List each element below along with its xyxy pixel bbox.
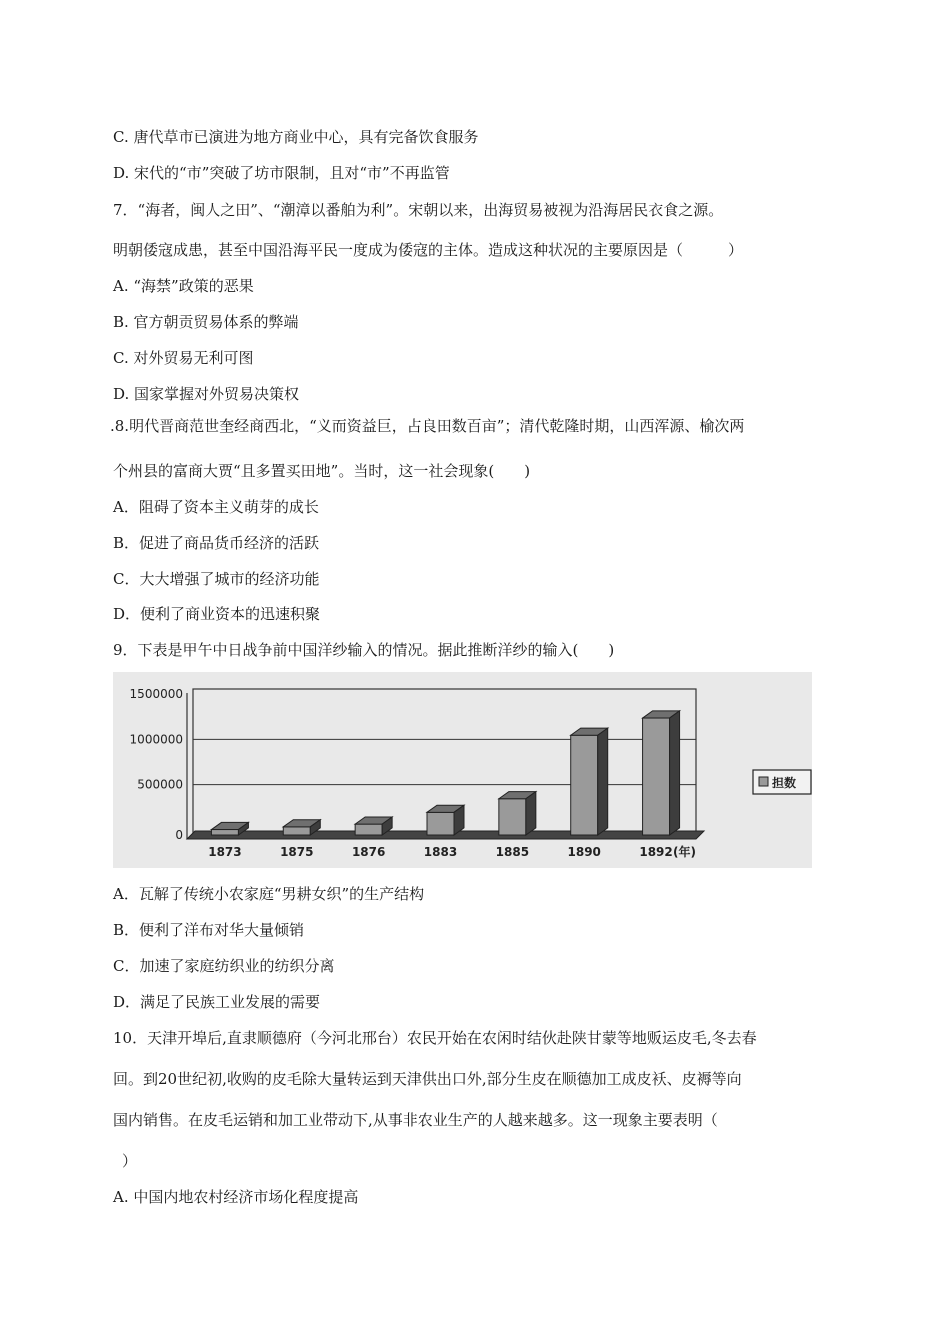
q8-option-c: C．大大增强了城市的经济功能 <box>113 570 320 588</box>
y-tick-label: 0 <box>175 828 183 842</box>
q10-stem-line3: 国内销售。在皮毛运销和加工业带动下,从事非农业生产的人越来越多。这一现象主要表明（ <box>113 1111 718 1129</box>
q7-option-c: C. 对外贸易无利可图 <box>113 349 254 367</box>
q7-option-a: A. “海禁”政策的恶果 <box>113 277 254 295</box>
bar-1892 <box>643 718 670 835</box>
bar-1883 <box>427 812 454 835</box>
q9-option-b: B．便利了洋布对华大量倾销 <box>113 921 305 939</box>
y-tick-label: 1000000 <box>129 732 183 747</box>
q6-option-c: C. 唐代草市已演进为地方商业中心，具有完备饮食服务 <box>113 128 479 146</box>
bar-1890 <box>571 735 598 835</box>
legend-swatch <box>759 777 768 786</box>
bar-1885 <box>499 799 526 835</box>
bar-1873 <box>211 830 238 835</box>
q10-stem-line1: 10．天津开埠后,直隶顺德府（今河北邢台）农民开始在农闲时结伙赴陕甘蒙等地贩运皮毛,冬去春 <box>113 1029 757 1047</box>
q8-option-b: B．促进了商品货币经济的活跃 <box>113 534 320 552</box>
q6-option-d: D. 宋代的“市”突破了坊市限制，且对“市”不再监管 <box>113 164 450 182</box>
x-axis-label: (年) <box>673 845 696 859</box>
x-tick-label: 1876 <box>351 845 386 859</box>
q8-stem-line2: 个州县的富商大贾“且多置买田地”。当时，这一社会现象( ) <box>113 462 531 480</box>
x-tick-label: 1875 <box>280 845 314 859</box>
x-tick-label: 1892 <box>639 845 673 859</box>
q9-option-c: C．加速了家庭纺织业的纺织分离 <box>113 957 335 975</box>
q10-stem-line4: ） <box>122 1152 138 1170</box>
chart-svg <box>113 672 812 868</box>
y-tick-label: 1500000 <box>129 687 183 701</box>
x-tick-label: 1883 <box>423 845 458 859</box>
x-tick-label: 1873 <box>208 845 242 859</box>
q9-stem: 9．下表是甲午中日战争前中国洋纱输入的情况。据此推断洋纱的输入( ) <box>113 641 615 659</box>
bar-side-1890 <box>598 728 608 835</box>
bar-1875 <box>283 827 310 835</box>
y-tick-label: 500000 <box>137 777 183 792</box>
q8-option-d: D．便利了商业资本的迅速积聚 <box>113 605 321 623</box>
q7-stem-line2: 明朝倭寇成患，甚至中国沿海平民一度成为倭寇的主体。造成这种状况的主要原因是（ ） <box>113 241 744 259</box>
x-tick-label: 1885 <box>495 845 530 859</box>
bar-side-1885 <box>526 792 536 835</box>
legend-label: 担数 <box>772 776 797 790</box>
bar-side-1892 <box>670 711 680 835</box>
yarn-import-chart <box>113 672 812 868</box>
q10-stem-line2: 回。到20世纪初,收购的皮毛除大量转运到天津供出口外,部分生皮在顺德加工成皮袄、皮褥等向 <box>113 1070 742 1088</box>
q7-option-d: D. 国家掌握对外贸易决策权 <box>113 385 300 403</box>
q8-option-a: A．阻碍了资本主义萌芽的成长 <box>113 498 319 516</box>
q7-option-b: B. 官方朝贡贸易体系的弊端 <box>113 313 299 331</box>
q9-option-d: D．满足了民族工业发展的需要 <box>113 993 321 1011</box>
q8-stem-line1: .8.明代晋商范世奎经商西北，“义而资益巨，占良田数百亩”；清代乾隆时期，山西浑源、榆次两 <box>110 417 745 435</box>
q9-option-a: A．瓦解了传统小农家庭“男耕女织”的生产结构 <box>113 885 425 903</box>
q7-stem-line1: 7．“海者，闽人之田”、“潮漳以番舶为利”。宋朝以来，出海贸易被视为沿海居民衣食之源。 <box>113 201 724 219</box>
x-tick-label: 1890 <box>567 845 601 859</box>
bar-1876 <box>355 824 382 835</box>
q10-option-a: A. 中国内地农村经济市场化程度提高 <box>113 1188 359 1206</box>
